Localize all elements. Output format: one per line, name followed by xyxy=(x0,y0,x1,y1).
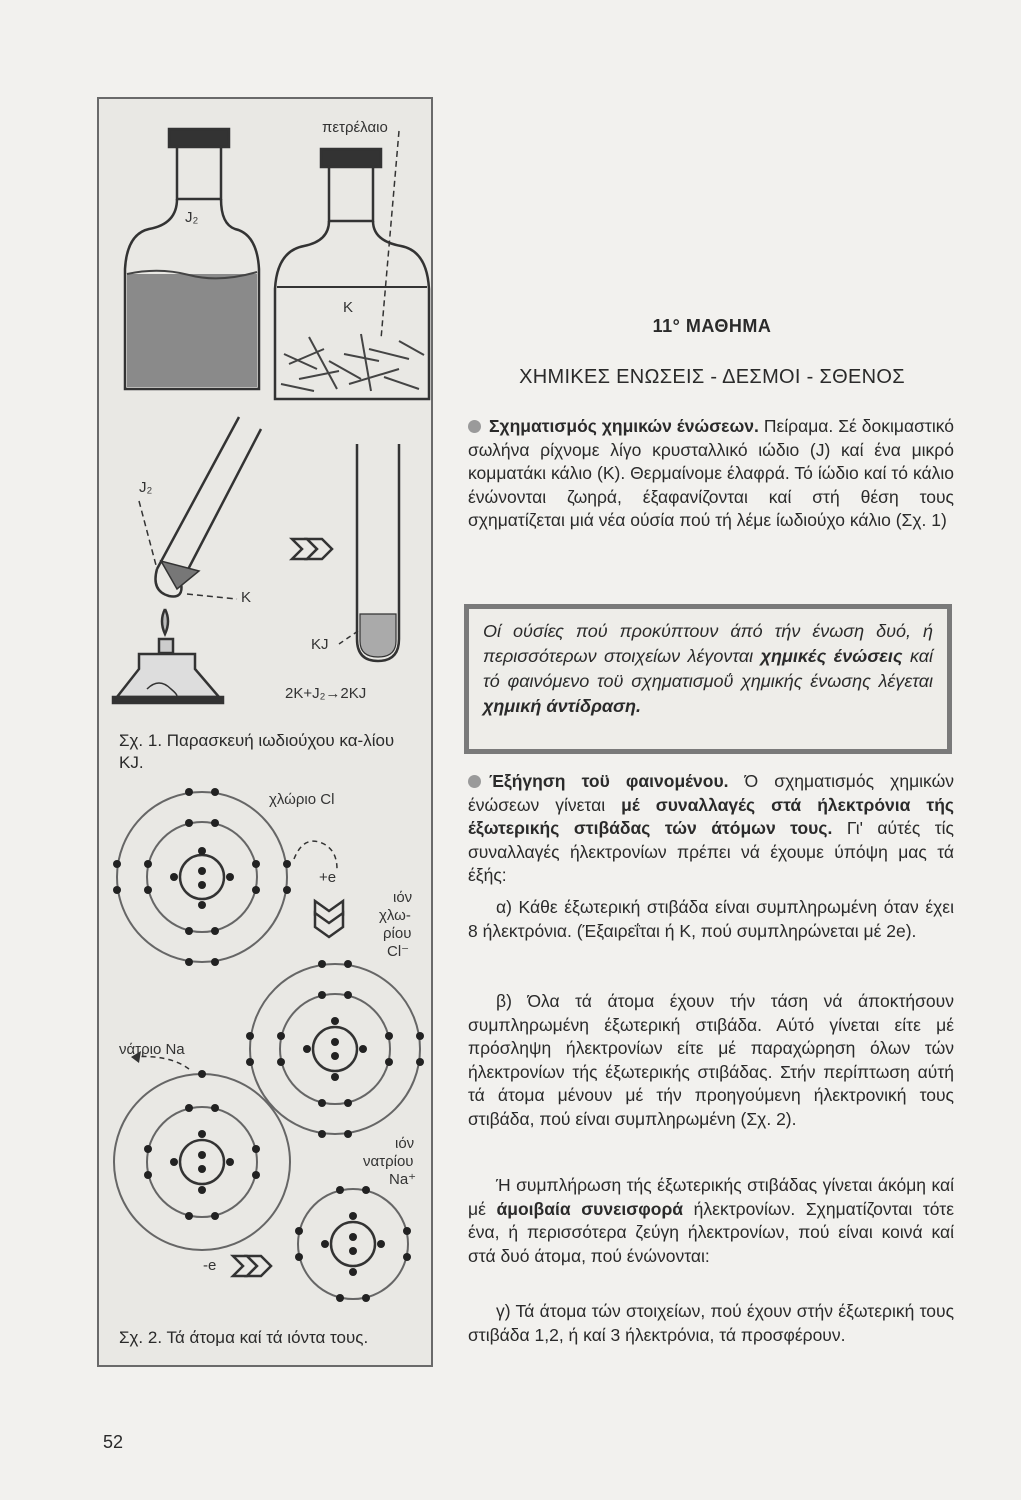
label-iodine-bottle: J₂ xyxy=(185,209,199,226)
electron-transfer-icon-2 xyxy=(233,1256,271,1276)
label-petroleum: πετρέλαιο xyxy=(322,119,388,136)
sodium-ion xyxy=(298,1189,408,1299)
section1-text: Πείραμα. Σέ δοκιμαστικό σωλήνα ρίχνομε λίγο κρυσταλλικό ιώδιο (J) καί ένα μικρό κομματάκι κάλιο (K). Θερμαίνομε έλαφρά. Τό ίώδιο καί τό κάλιο ένώνονται ζωηρά, έξαφανίζονται καί στή θέση τους σχηματίζεται μιά νέα ούσία πού τή λέμε ίωδιούχο κάλιο (Σχ. 1) xyxy=(468,416,954,530)
chlorine-electrons xyxy=(113,788,291,966)
section2-paragraph xyxy=(468,770,954,888)
heated-test-tube xyxy=(156,417,262,596)
lesson-number: 11° ΜΑΘΗΜΑ xyxy=(652,316,772,336)
section1-heading: Σχηματισμός χημικών ένώσεων. xyxy=(489,416,759,436)
definition-part2: καί τό φαινόμενο τοϋ σχηματισμοΰ χημικής ένωσης λέγεται xyxy=(483,646,933,691)
label-minus-e: -e xyxy=(203,1257,217,1274)
label-chloride-ion-3: ρίου xyxy=(383,925,412,942)
section1-paragraph xyxy=(468,415,954,533)
label-chloride-ion-2: χλω- xyxy=(379,907,411,924)
chloride-ion xyxy=(250,964,420,1134)
definition-part1: Οί ούσίες πού προκύπτουν άπό τήν ένωση δυό, ή περισσότερων στοιχείων λέγονται xyxy=(483,621,933,666)
alcohol-burner xyxy=(113,609,223,703)
potassium-pieces xyxy=(281,334,424,391)
figure-panel xyxy=(97,97,433,1367)
page-number: 52 xyxy=(103,1432,124,1452)
definition-box xyxy=(464,604,952,754)
item-c: γ) Τά άτομα τών στοιχείων, πού έχουν στήν έξωτερική τους στιβάδα 1,2, ή καί 3 ήλεκτρόνια, τά προσφέρουν. xyxy=(468,1301,954,1345)
label-sodium: νάτριο Na xyxy=(119,1041,185,1058)
iodine-bottle xyxy=(125,129,259,389)
item-a: α) Κάθε έξωτερική στιβάδα είναι συμπληρωμένη όταν έχει 8 ήλεκτρόνια. (Έξαιρεΐται ή K, πού συμπληρώνεται μέ 2e). xyxy=(468,897,954,941)
section2-text1: Ό σχηματισμός χημικών ένώσεων γίνεται xyxy=(468,771,954,815)
definition-bold1: χημικές ένώσεις xyxy=(760,646,903,666)
chloride-electrons xyxy=(246,960,424,1138)
para3-text1: Ή συμπλήρωση τής έξωτερικής στιβάδας γίνεται άκόμη καί μέ xyxy=(468,1175,954,1219)
section2-paragraph3 xyxy=(468,1174,954,1268)
label-sodium-ion-3: Na⁺ xyxy=(389,1171,417,1188)
label-potassium-bottle: K xyxy=(343,299,354,316)
section2-text2: Γι' αύτές τίς συναλλαγές ήλεκτρονίων πρέπει νά έχουμε ύπόψη μας τά έξής: xyxy=(468,818,954,885)
chlorine-atom xyxy=(117,792,287,962)
sodium-electrons xyxy=(144,1070,260,1220)
label-chloride-ion-4: Cl⁻ xyxy=(387,943,410,960)
para3-text2: ήλεκτρονίων. Σχηματίζονται τότε ένα, ή περισσότερα ζεύγη ήλεκτρονίων, πού είναι κοινά καί στά δυό άτομα, πού ένώνονται: xyxy=(468,1198,955,1266)
label-equation: 2K+J₂→2KJ xyxy=(285,685,367,702)
label-sodium-ion-2: νατρίου xyxy=(363,1153,414,1170)
figure1-caption: Σχ. 1. Παρασκευή ιωδιούχου κα-λίου KJ. xyxy=(119,731,395,772)
label-chloride-ion-1: ιόν xyxy=(393,889,413,906)
para3-bold: άμοιβαία συνεισφορά xyxy=(496,1198,684,1219)
bullet-icon xyxy=(468,775,481,788)
section2-heading: Έξήγηση τοϋ φαινομένου. xyxy=(489,771,729,791)
label-plus-e: +e xyxy=(319,869,337,886)
label-kj: KJ xyxy=(311,636,329,653)
reaction-arrow-icon xyxy=(292,539,332,559)
sodium-ion-electrons xyxy=(295,1186,411,1302)
figure2-caption: Σχ. 2. Τά άτομα καί τά ιόντα τους. xyxy=(119,1328,369,1347)
lesson-title: ΧΗΜΙΚΕΣ ΕΝΩΣΕΙΣ - ΔΕΣΜΟΙ - ΣΘΕΝΟΣ xyxy=(519,366,905,388)
bullet-icon xyxy=(468,420,481,433)
label-iodine-tube: J₂ xyxy=(139,479,153,496)
product-test-tube xyxy=(357,444,399,661)
sodium-atom xyxy=(114,1074,290,1250)
definition-bold2: χημική άντίδραση. xyxy=(483,696,641,716)
section2-bold1: μέ συναλλαγές στά ήλεκτρόνια τής έξωτερικής στιβάδας τών άτόμων τους. xyxy=(468,794,954,838)
electron-transfer-icon-1 xyxy=(315,901,343,937)
label-sodium-ion-1: ιόν xyxy=(395,1135,415,1152)
item-b: β) Όλα τά άτομα έχουν τήν τάση νά άποκτήσουν συμπληρωμένη έξωτερική στιβάδα. Αύτό γίνεται είτε μέ πρόσληψη ήλεκτρονίων είτε μέ παραχώρηση όλων τών ήλεκτρονίων τής έξωτερικής στιβάδας. Στήν περίπτωση αύτή τά άτομα μένουν μέ τήν προηγούμενη ήλεκτρονική τους στιβάδα, πού είναι συμπληρωμένη (Σχ. 2). xyxy=(468,991,954,1129)
label-potassium-tube: K xyxy=(241,589,252,606)
label-chlorine: χλώριο Cl xyxy=(269,791,335,808)
